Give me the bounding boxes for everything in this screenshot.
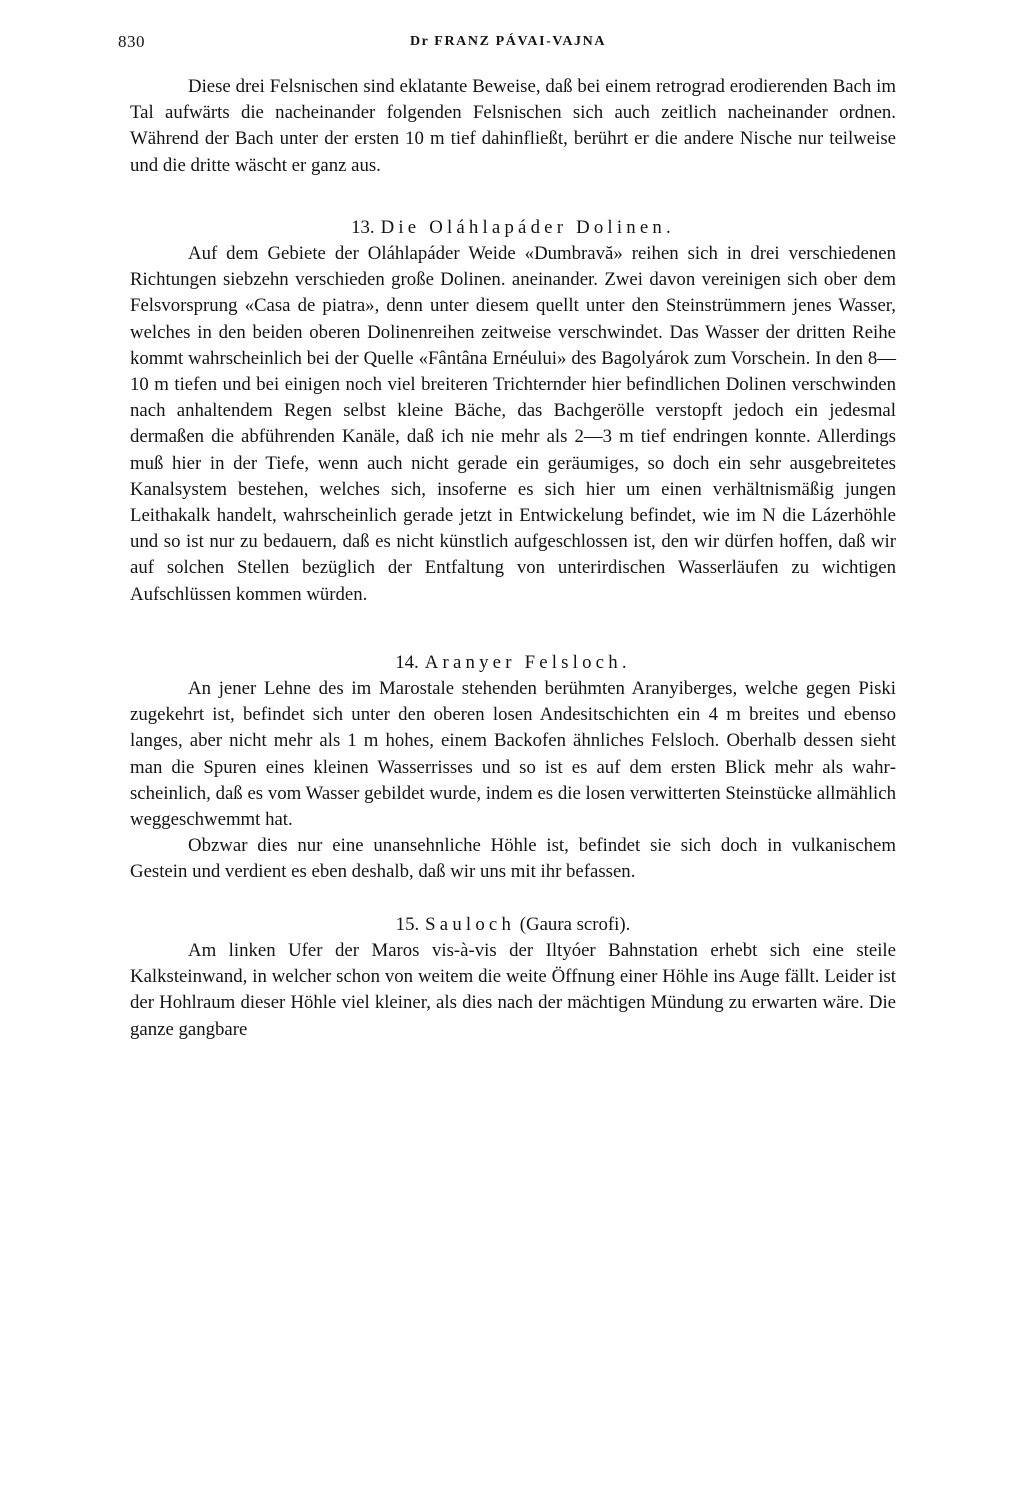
paragraph-sauloch: Am linken Ufer der Maros vis-à-vis der Iltyóer Bahnstation erhebt sich eine steile Kalksteinwand, in welcher schon von weitem die weite Öffnung einer Höhle ins Auge fällt. Leider ist der Hohlraum dieser Höhle viel kleiner, als dies nach der mächtigen Mündung zu erwarten wäre. Die ganze gangbare: [130, 939, 896, 1040]
paragraph-felsloch-2: Obzwar dies nur eine unansehnliche Höhle ist, befindet sie sich doch in vulkanischem Gestein und verdient es eben deshalb, daß wir uns mit ihr befassen.: [130, 835, 896, 883]
section-title: Sauloch: [425, 913, 516, 935]
running-head: Dr FRANZ PÁVAI-VAJNA: [409, 34, 607, 49]
page-header: [118, 32, 898, 56]
body-text: [130, 74, 896, 1043]
section-number: 15.: [395, 913, 420, 935]
section-heading-13: [130, 215, 896, 241]
section-subtitle: (Gaura scrofi).: [519, 913, 631, 935]
section-number: 14.: [395, 651, 419, 673]
page-number: 830: [118, 32, 145, 51]
section-title: Die Oláhlapáder Dolinen.: [380, 216, 675, 238]
paragraph-felsloch-1: An jener Lehne des im Marostale stehenden berühmten Aranyiberges, welche gegen Piski zugekehrt ist, befindet sich unter den oberen losen Andesitschichten ein 4 m breites und ebenso langes, aber nicht mehr als 1 m hohes, einem Backofen ähnliches Felsloch. Oberhalb dessen sieht man die Spuren eines kleinen Wasserrisses und so ist es auf dem ersten Blick mehr als wahrscheinlich, daß es vom Wasser gebildet wurde, indem es die losen verwitterten Steinstücke allmählich weggeschwemmt hat.: [130, 678, 896, 831]
paragraph-intro: Diese drei Felsnischen sind eklatante Beweise, daß bei einem retrograd erodierenden Bach im Tal aufwärts die nacheinander folgenden Felsnischen sich auch zeitlich nacheinander ordnen. Während der Bach unter der ersten 10 m tief dahinfließt, berührt er die andere Nische nur teilweise und die dritte wäscht er ganz aus.: [130, 76, 896, 176]
section-number: 13.: [351, 216, 375, 238]
section-title: Aranyer Felsloch.: [424, 651, 631, 673]
section-heading-15: [130, 912, 896, 938]
paragraph-dolinen: Auf dem Gebiete der Oláhlapáder Weide «Dumbravă» reihen sich in drei verschiedenen Richtungen siebzehn verschieden große Dolinen. aneinander. Zwei davon vereinigen sich ober dem Felsvorsprung «Casa de piatra», denn unter diesem quellt unter den Steinstrümmern jenes Wasser, welches in den beiden oberen Dolinenreihen zeitweise verschwindet. Das Wasser der dritten Reihe kommt wahrscheinlich bei der Quelle «Fântâna Ernéului» des Bagolyárok zum Vorschein. In den 8—10 m tiefen und bei einigen noch viel breiteren Trichternder hier befindlichen Dolinen verschwinden nach anhaltendem Regen selbst kleine Bäche, das Bachgerölle verstopft jedoch ein jedesmal dermaßen die abführenden Kanäle, daß ich nie mehr als 2—3 m tief endringen konnte. Allerdings muß hier in der Tiefe, wenn auch nicht gerade ein geräumiges, so doch ein sehr ausgebreitetes Kanalsystem bestehen, welches sich, insoferne es sich hier um einen verhältnismäßig jungen Leithakalk handelt, wahrscheinlich gerade jetzt in Entwickelung befindet, wie im N die Lázerhöhle und so ist nur zu bedauern, daß es nicht künstlich aufgeschlossen ist, den wir dürfen hoffen, daß wir auf solchen Stellen bezüglich der Entfaltung von unterirdischen Wasserläufen zu wichtigen Aufschlüssen kommen würden.: [130, 243, 896, 605]
section-heading-14: [130, 650, 896, 676]
